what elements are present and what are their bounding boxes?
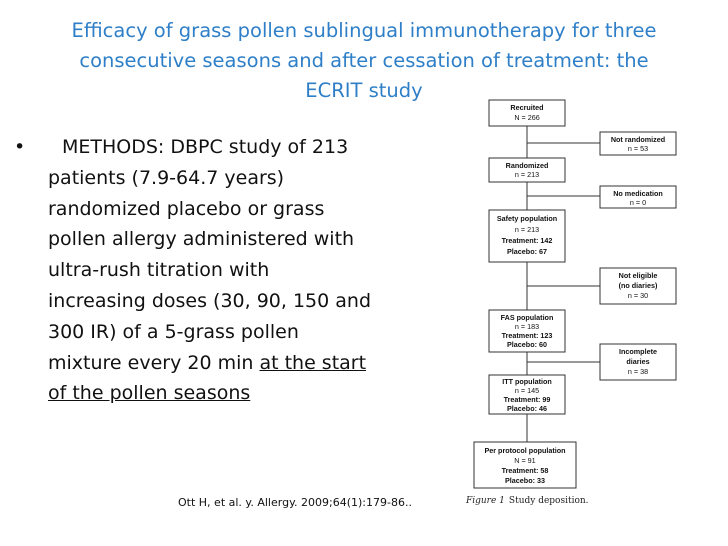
box-text: Placebo: 67 (507, 247, 547, 256)
box-text: Not eligible (618, 271, 658, 280)
box-text: Treatment: 142 (501, 236, 553, 245)
underlined-text: at the start (259, 351, 367, 374)
box-text: n = 183 (514, 322, 540, 331)
box-text: FAS population (500, 313, 554, 322)
box-text: diaries (626, 357, 650, 366)
box-text: Randomized (505, 161, 549, 170)
bullet-line: 300 IR) of a 5-grass pollen (48, 320, 299, 343)
bullet-line: randomized placebo or grass (48, 197, 325, 220)
box-text: n = 53 (627, 144, 649, 153)
title-line-1: Efficacy of grass pollen sublingual immunotherapy for three (71, 19, 657, 42)
box-text: N = 91 (514, 456, 536, 465)
box-text: n = 213 (514, 225, 540, 234)
bullet-marker: • (14, 136, 26, 158)
box-text: Placebo: 60 (507, 340, 547, 349)
box-text: n = 30 (627, 291, 649, 300)
box-text: n = 0 (629, 198, 647, 207)
box-text: n = 213 (514, 170, 540, 179)
box-text: Treatment: 99 (503, 395, 551, 404)
caption-label: Figure 1 (466, 496, 505, 506)
box-text: N = 266 (514, 113, 540, 122)
box-text: Recruited (510, 103, 544, 112)
box-text: Safety population (496, 214, 558, 223)
caption-text: Study deposition. (508, 496, 589, 506)
box-text: Treatment: 58 (501, 466, 549, 475)
box-text: Placebo: 33 (505, 476, 545, 485)
title-line-2: consecutive seasons and after cessation of treatment: the (79, 49, 649, 72)
box-text: Incomplete (619, 347, 657, 356)
bullet-line: mixture every 20 min (48, 351, 260, 374)
box-text: n = 38 (627, 367, 649, 376)
box-text: Placebo: 46 (507, 404, 547, 413)
box-text: Per protocol population (484, 446, 566, 455)
box-text: No medication (613, 189, 663, 198)
box-text: (no diaries) (618, 281, 658, 290)
bullet-line: ultra-rush titration with (48, 259, 270, 282)
box-text: n = 145 (514, 386, 540, 395)
title-line-3: ECRIT study (305, 79, 423, 102)
box-text: ITT population (502, 377, 552, 386)
underlined-text: of the pollen seasons (48, 382, 251, 405)
box-text: Treatment: 123 (501, 331, 553, 340)
bullet-line: increasing doses (30, 90, 150 and (48, 289, 371, 312)
bullet-line: METHODS: DBPC study of 213 (62, 136, 349, 158)
bullet-line: patients (7.9-64.7 years) (48, 166, 285, 189)
bullet-line: pollen allergy administered with (48, 228, 355, 251)
citation: Ott H, et al. y. Allergy. 2009;64(1):179-86.. (178, 496, 412, 509)
box-text: Not randomized (610, 135, 666, 144)
figure-caption (466, 496, 589, 506)
